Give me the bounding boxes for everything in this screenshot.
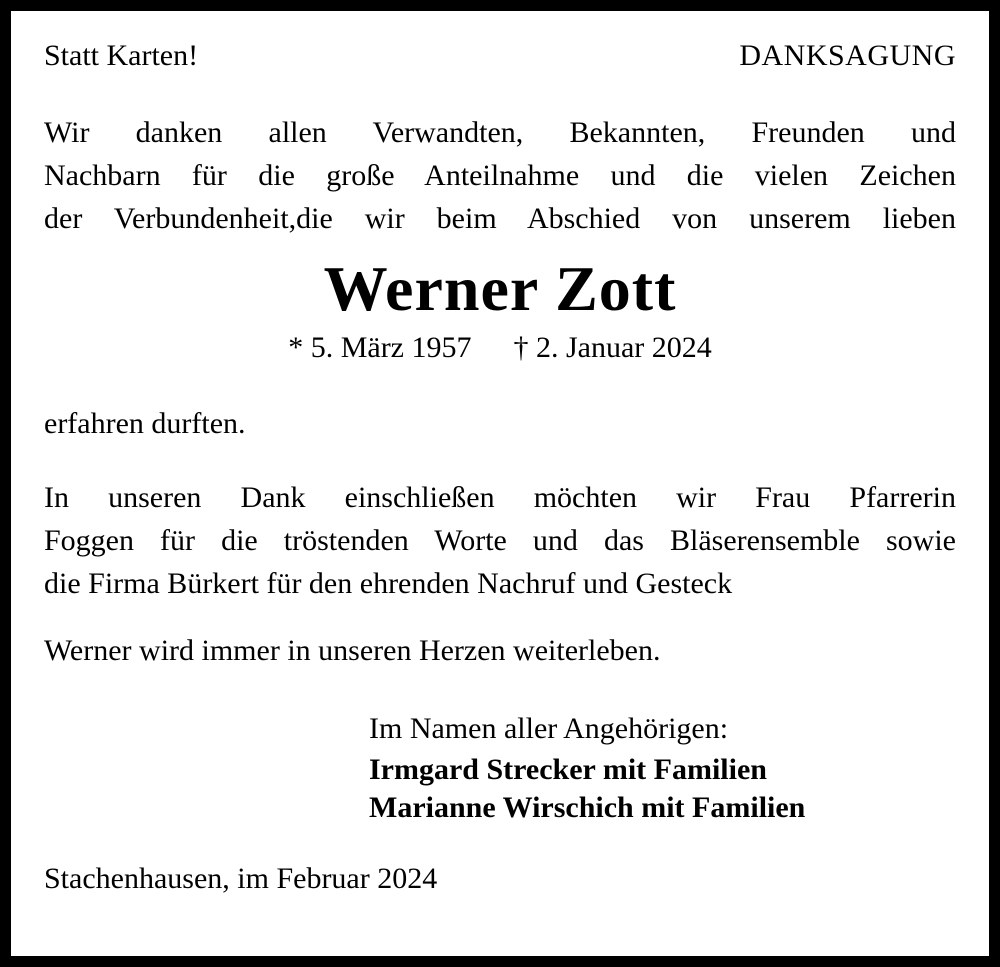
header-row bbox=[44, 35, 956, 77]
birth-date: * 5. März 1957 bbox=[288, 331, 472, 364]
intro-line: Wir danken allen Verwandten, Bekannten, Freunden und bbox=[44, 116, 956, 149]
death-date: † 2. Januar 2024 bbox=[513, 331, 712, 364]
place-date-line: Stachenhausen, im Februar 2024 bbox=[44, 862, 438, 895]
danksagung-title: DANKSAGUNG bbox=[739, 39, 956, 72]
signature-name: Marianne Wirschich mit Familien bbox=[369, 791, 806, 824]
statt-karten-label: Statt Karten! bbox=[44, 39, 199, 72]
intro-paragraph bbox=[44, 111, 956, 240]
obituary-card bbox=[11, 11, 989, 956]
remembrance-text: Werner wird immer in unseren Herzen weiterleben. bbox=[44, 634, 661, 667]
deceased-name: Werner Zott bbox=[323, 253, 677, 324]
signature-intro: Im Namen aller Angehörigen: bbox=[369, 712, 729, 745]
thanks-line: Foggen für die tröstenden Worte und das Bläserensemble sowie bbox=[44, 524, 956, 557]
thanks-line: die Firma Bürkert für den ehrenden Nachruf und Gesteck bbox=[44, 567, 733, 600]
thanks-line: In unseren Dank einschließen möchten wir Frau Pfarrerin bbox=[44, 481, 956, 514]
intro-line: der Verbundenheit,die wir beim Abschied von unserem lieben bbox=[44, 202, 956, 235]
life-dates bbox=[44, 326, 956, 370]
signature-name: Irmgard Strecker mit Familien bbox=[369, 753, 767, 786]
signature-block bbox=[369, 707, 956, 827]
after-name-text: erfahren durften. bbox=[44, 407, 246, 440]
thanks-paragraph bbox=[44, 476, 956, 605]
intro-line: Nachbarn für die große Anteilnahme und die vielen Zeichen bbox=[44, 159, 956, 192]
